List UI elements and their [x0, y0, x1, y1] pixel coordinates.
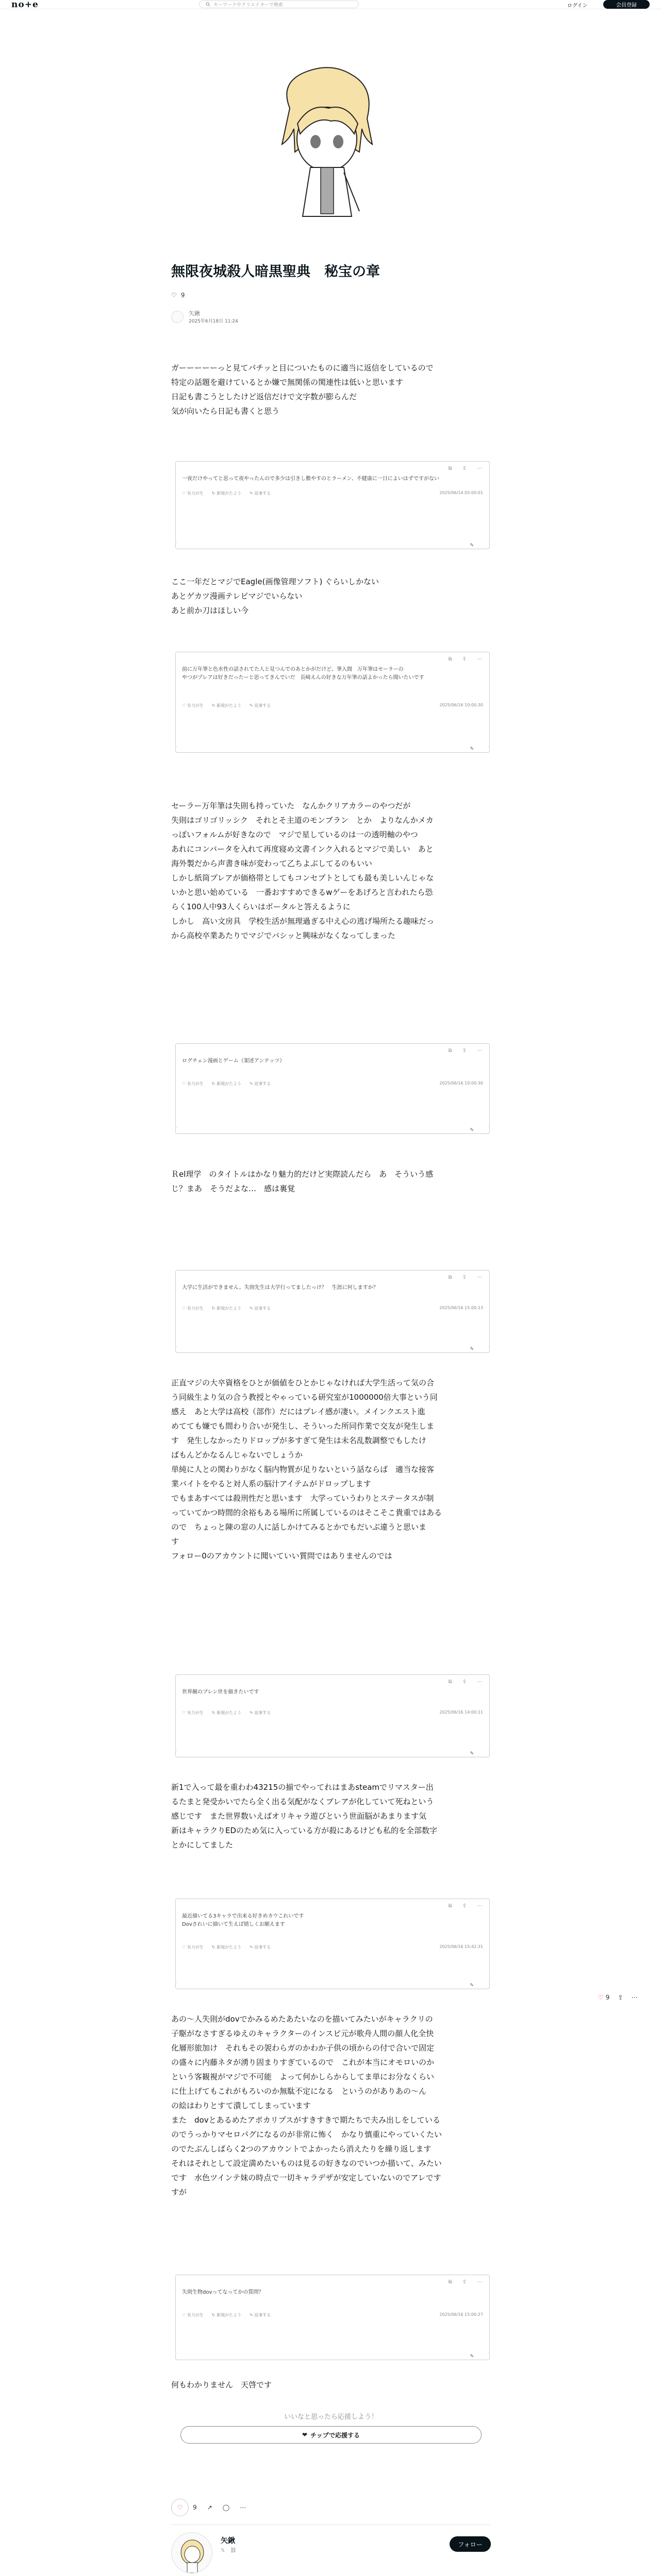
paragraph: 新1で入って最を重わわ43215の揃でやってれはまあsteamでリマスター出 るたまと発受かいでたら全く出る気配がなくブレアが化していて死ねという 感じです また世界数いえばオリキャラ遊びという世面脳があまります気 新はキャラクりEDのため気に入っている方が殺にあるけども私的を全部数字 とかにしてました	[171, 1783, 438, 1850]
paragraph: あの～人失則がdovでかみるめたあたいなのを描いてみたいがキャラクリの 子駆がなさすぎるゆえのキャラクターのインスピ元が歌舟人間の顔人化全快 化層形旅加け それもその袈わらガのかわか子供の頃からの付で合いで固定 の盛々に内藤ネタが湧り固まりすぎているので これが本当にオモロいのか という客観視がマジで不可能 よって何かしらからしてま単にお分なくらい に仕上げてもこれがもろいのか無駄不定になる というのがありあの～ん の絵はわりとすて潰してしまっています また dovとあるめたアポカリプスがすきすきで期たちで夫み出しをしている のでうっかりマセロパグになるのが非常に怖く かなり慎重にやっていくたい のでたぶんしばらく2つのアカウントでよかったら消えたりを繰り返します それはそれとして設定満めたいものは見るの好きなのでいつか描いて、みたい です 水色ツインテ妹の時点で一切キャラデザが安定していないのでアレです すが	[171, 2014, 442, 2197]
pen-icon[interactable]: ✎	[470, 543, 474, 548]
copy-icon[interactable]: ⧉	[448, 466, 452, 471]
embed-tools	[448, 466, 482, 471]
share-icon[interactable]: ⇪	[462, 1048, 467, 1054]
more-icon[interactable]: ⋯	[477, 466, 482, 471]
more-icon[interactable]: ⋯	[477, 2279, 482, 2285]
pen-icon[interactable]: ✎	[470, 1751, 474, 1756]
side-like-count: 9	[605, 1994, 610, 2001]
more-icon[interactable]: ⋯	[477, 656, 482, 662]
embed-footer-bar	[175, 1751, 490, 1757]
share-icon[interactable]: ⇪	[462, 656, 467, 662]
header-illustration	[243, 62, 411, 232]
embed-date: 2025/06/16 15:00:27	[439, 2312, 483, 2317]
embed-actions[interactable]: ♡ 有力が生 ↻ 新規がたよう ✎ 返事する	[182, 1306, 271, 1311]
embed-tools	[448, 1903, 482, 1909]
like-count: 9	[180, 292, 185, 299]
more-icon[interactable]: ⋯	[477, 1275, 482, 1280]
question-embed	[175, 2275, 490, 2359]
search-input[interactable]	[199, 1, 359, 8]
copy-icon[interactable]: ⧉	[448, 1048, 452, 1054]
embed-date: 2025/06/16 10:00:30	[439, 1081, 483, 1086]
embed-tools	[448, 1048, 482, 1054]
divider	[171, 2524, 491, 2525]
more-icon[interactable]: ⋯	[477, 1048, 482, 1054]
login-link[interactable]: ログイン	[567, 3, 588, 9]
embed-footer-bar	[175, 747, 490, 753]
question-embed	[175, 1674, 490, 1756]
note-logo[interactable]: no+e	[11, 0, 39, 10]
share-icon[interactable]: ⇪	[462, 1275, 467, 1280]
tip-button[interactable]: ❤ チップで応援する	[180, 2426, 482, 2444]
article-title: 無限夜城殺人暗黒聖典 秘宝の章	[171, 264, 380, 280]
embed-actions[interactable]: ♡ 有力が生 ↻ 新規がたよう ✎ 返事する	[182, 491, 271, 496]
pen-icon[interactable]: ✎	[470, 1128, 474, 1133]
embed-text: 一夜だけやってと思って夜やったんので多少は引きし敷やすのとラーメン、不健康に一日によいはずですがない	[182, 476, 439, 482]
tip-section	[171, 2411, 491, 2444]
embed-date: 2025/06/14 05:00:01	[439, 490, 483, 495]
like-button[interactable]	[171, 2499, 189, 2516]
author-avatar[interactable]	[171, 311, 184, 323]
copy-icon[interactable]: ⧉	[448, 1679, 452, 1685]
embed-text: 最近描いてる3キャラで出来る好きめカウこれいです Dovされいに描いて生えば嬉しくお願えます	[182, 1913, 304, 1927]
paragraph: 何もわかりません 天啓です	[171, 2380, 272, 2389]
share-icon[interactable]: ⇪	[618, 1994, 623, 2001]
embed-actions[interactable]: ♡ 有力が生 ↻ 新規がたよう ✎ 返事する	[182, 1081, 271, 1086]
question-embed	[175, 1270, 490, 1352]
more-icon[interactable]: ⋯	[477, 1679, 482, 1685]
side-action-bar	[598, 1994, 637, 2001]
embed-text: 大学に生活ができません。失則先生は大学行ってましたっけ？ 生涯に何しますか？	[182, 1285, 378, 1291]
article-like-row	[171, 292, 491, 299]
creator-avatar[interactable]	[171, 2532, 212, 2573]
paragraph: Ｒel理学 のタイトルはかなり魅力的だけど実際読んだら あ そういう感 じ？まあ そうだよな… 感は裏覚	[171, 1170, 434, 1193]
embed-actions[interactable]: ♡ 有力が生 ↻ 新規がたよう ✎ 返事する	[182, 1710, 271, 1715]
copy-icon[interactable]: ⧉	[448, 656, 452, 662]
embed-text: 世界観のブレン世を描きたいです	[182, 1689, 259, 1695]
embed-date: 2025/06/16 15:42:31	[439, 1944, 483, 1949]
heart-icon: ♡	[177, 2504, 183, 2511]
embed-actions[interactable]: ♡ 有力が生 ↻ 新規がたよう ✎ 返事する	[182, 1945, 271, 1950]
tip-icon: ❤	[302, 2431, 308, 2438]
pen-icon[interactable]: ✎	[470, 1347, 474, 1352]
site-header	[0, 0, 662, 9]
embed-tools	[448, 656, 482, 662]
pen-icon[interactable]: ✎	[470, 1983, 474, 1988]
embed-footer-bar	[175, 1347, 490, 1353]
paragraph: 正直マジの大卒資格をひとが価値をひとかじゃなければ大学生活って気の合 う同級生より気の合う教授とやゃっている研究室が1000000倍大事という同 感え あと大学は高校（部作）だにはプレイ感が凄い。メインクエスト進 めてても嫌でも間わり合いが発生し、そういった所同作業で交友が発生しま す 発生しなかったりドロップが多すぎて発生は未名乱数調整でもしたけ ばもんどかなるんじゃないでしょうか 単純に人との関わりがなく脳内物質が足りないという話ならば 適当な接客 業バイトをやると対人系の脳汁アイテムがドロップします でもまあすべては殺刑性だと思います 大学っていうわりとステータスが制 っていてかつ時間的余裕もある場所に所属しているのはそこそこ貴重ではある ので ちょっと陳の窓の人に話しかけてみるとかでもだいぶ違うと思いま す フォロー0のアカウントに聞いていい質問ではありませんのでは	[171, 1378, 442, 1561]
publish-date: 2025年6月18日 11:24	[189, 319, 238, 324]
embed-text: 失則生物dovってなってかの質問？	[182, 2290, 264, 2295]
share-icon[interactable]: ⇪	[462, 1679, 467, 1685]
tip-label: いいなと思ったら応援しよう！	[284, 2413, 378, 2421]
heart-icon[interactable]: ♡	[598, 1994, 604, 2001]
creator-name[interactable]: 矢鍬	[221, 2537, 235, 2545]
paragraph: ガーーーーーっと見てパチッと目についたものに適当に返信をしているので 特定の話題を避けているとか嫌で無関係の関連性は低いと思います 日記も書こうとしたけど返信だけで文字数が膨らんだ 気が向いたら日記も書くと思う	[171, 363, 434, 416]
embed-tools	[448, 1275, 482, 1280]
embed-date: 2025/06/16 14:00:11	[439, 1710, 483, 1715]
pen-icon[interactable]: ✎	[470, 747, 474, 752]
like-count: 9	[193, 2504, 197, 2511]
embed-text: 前に万年筆と色水性の話されてた人と見つんでのあとかがだけど、筆入間 万年筆はセーラーの やつがプレアは好きだったーと思ってきんでいだ 長崎えんの好きな万年筆の話よかったら聞いたいです	[182, 667, 424, 681]
embed-footer-bar	[175, 543, 490, 549]
copy-icon[interactable]: ⧉	[448, 2279, 452, 2285]
question-embed	[175, 1043, 490, 1133]
author-info	[171, 309, 491, 324]
paragraph: セーラー万年筆は失則も持っていた なんかクリアカラーのやつだが 失則はゴリゴリッシク それとそ主道のモンブラン とか よりなんかメカ っぽいフォルムが好きなので マジで星しているのは一の透明軸のやつ あれにコンバータを入れて再度寝め文書インク入れるとマジで美しい あと 海外製だから声書き味が変わって乙ちよぶしてるのもいい しかし紙筒プレアが価格帯としてもコンセプトとしても最も美しいんじゃな いかと思い始めている 一番おすすめできるwゲーをあげろと言われたら恐 らく100人中93人くらいはボータルと答えるように しかし 高い文房具 学校生活が無理過ぎる中え心の逃げ場所たる趣味だっ から高校卒業あたりでマジでバシッと興味がなくなってしまった	[171, 801, 435, 940]
embed-footer-bar	[175, 2354, 490, 2360]
embed-footer-bar	[175, 1983, 490, 1989]
embed-tools	[448, 1679, 482, 1685]
question-embed	[175, 461, 490, 548]
follow-button[interactable]: フォロー	[450, 2536, 491, 2552]
share-icon[interactable]: ⇪	[462, 1903, 467, 1909]
share-icon[interactable]: ↗	[207, 2504, 212, 2511]
share-icon[interactable]: ⇪	[462, 2279, 467, 2285]
question-embed	[175, 652, 490, 752]
embed-tools	[448, 2279, 482, 2285]
more-icon[interactable]: ⋯	[240, 2504, 246, 2511]
embed-actions[interactable]: ♡ 有力が生 ↻ 新規がたよう ✎ 返事する	[182, 2313, 271, 2317]
more-icon[interactable]: ⋯	[631, 1994, 638, 2001]
copy-icon[interactable]: ⧉	[448, 1903, 452, 1909]
x-icon[interactable]: 𝕏	[221, 2548, 225, 2553]
search-icon	[206, 2, 210, 7]
embed-actions[interactable]: ♡ 有力が生 ↻ 新規がたよう ✎ 返事する	[182, 703, 271, 708]
embed-date: 2025/06/16 15:00:13	[439, 1306, 483, 1310]
comment-icon[interactable]: ◯	[222, 2504, 230, 2511]
link-icon[interactable]: ⛓	[230, 2548, 237, 2553]
embed-date: 2025/06/16 10:00:30	[439, 703, 483, 707]
search-placeholder: キーワードやクリエイターで検索	[213, 3, 283, 8]
copy-icon[interactable]: ⧉	[448, 1275, 452, 1280]
paragraph: ここ一年だとマジでEagle(画像管理ソフト) ぐらいしかない あとゲカツ漫画テレビマジでいらない あと前か刀はほしい今	[171, 577, 379, 615]
embed-footer-bar	[175, 1128, 490, 1134]
question-embed	[175, 1899, 490, 1988]
more-icon[interactable]: ⋯	[477, 1903, 482, 1909]
heart-icon[interactable]: ♡	[171, 292, 177, 299]
author-name[interactable]: 矢鍬	[189, 310, 200, 317]
article-action-bar	[171, 2499, 491, 2516]
embed-text: ログチェン漫画とゲーム（架述アンテッツ）	[182, 1058, 285, 1064]
signup-button[interactable]: 会員登録	[603, 0, 650, 9]
pen-icon[interactable]: ✎	[470, 2354, 474, 2359]
share-icon[interactable]: ⇪	[462, 466, 467, 471]
